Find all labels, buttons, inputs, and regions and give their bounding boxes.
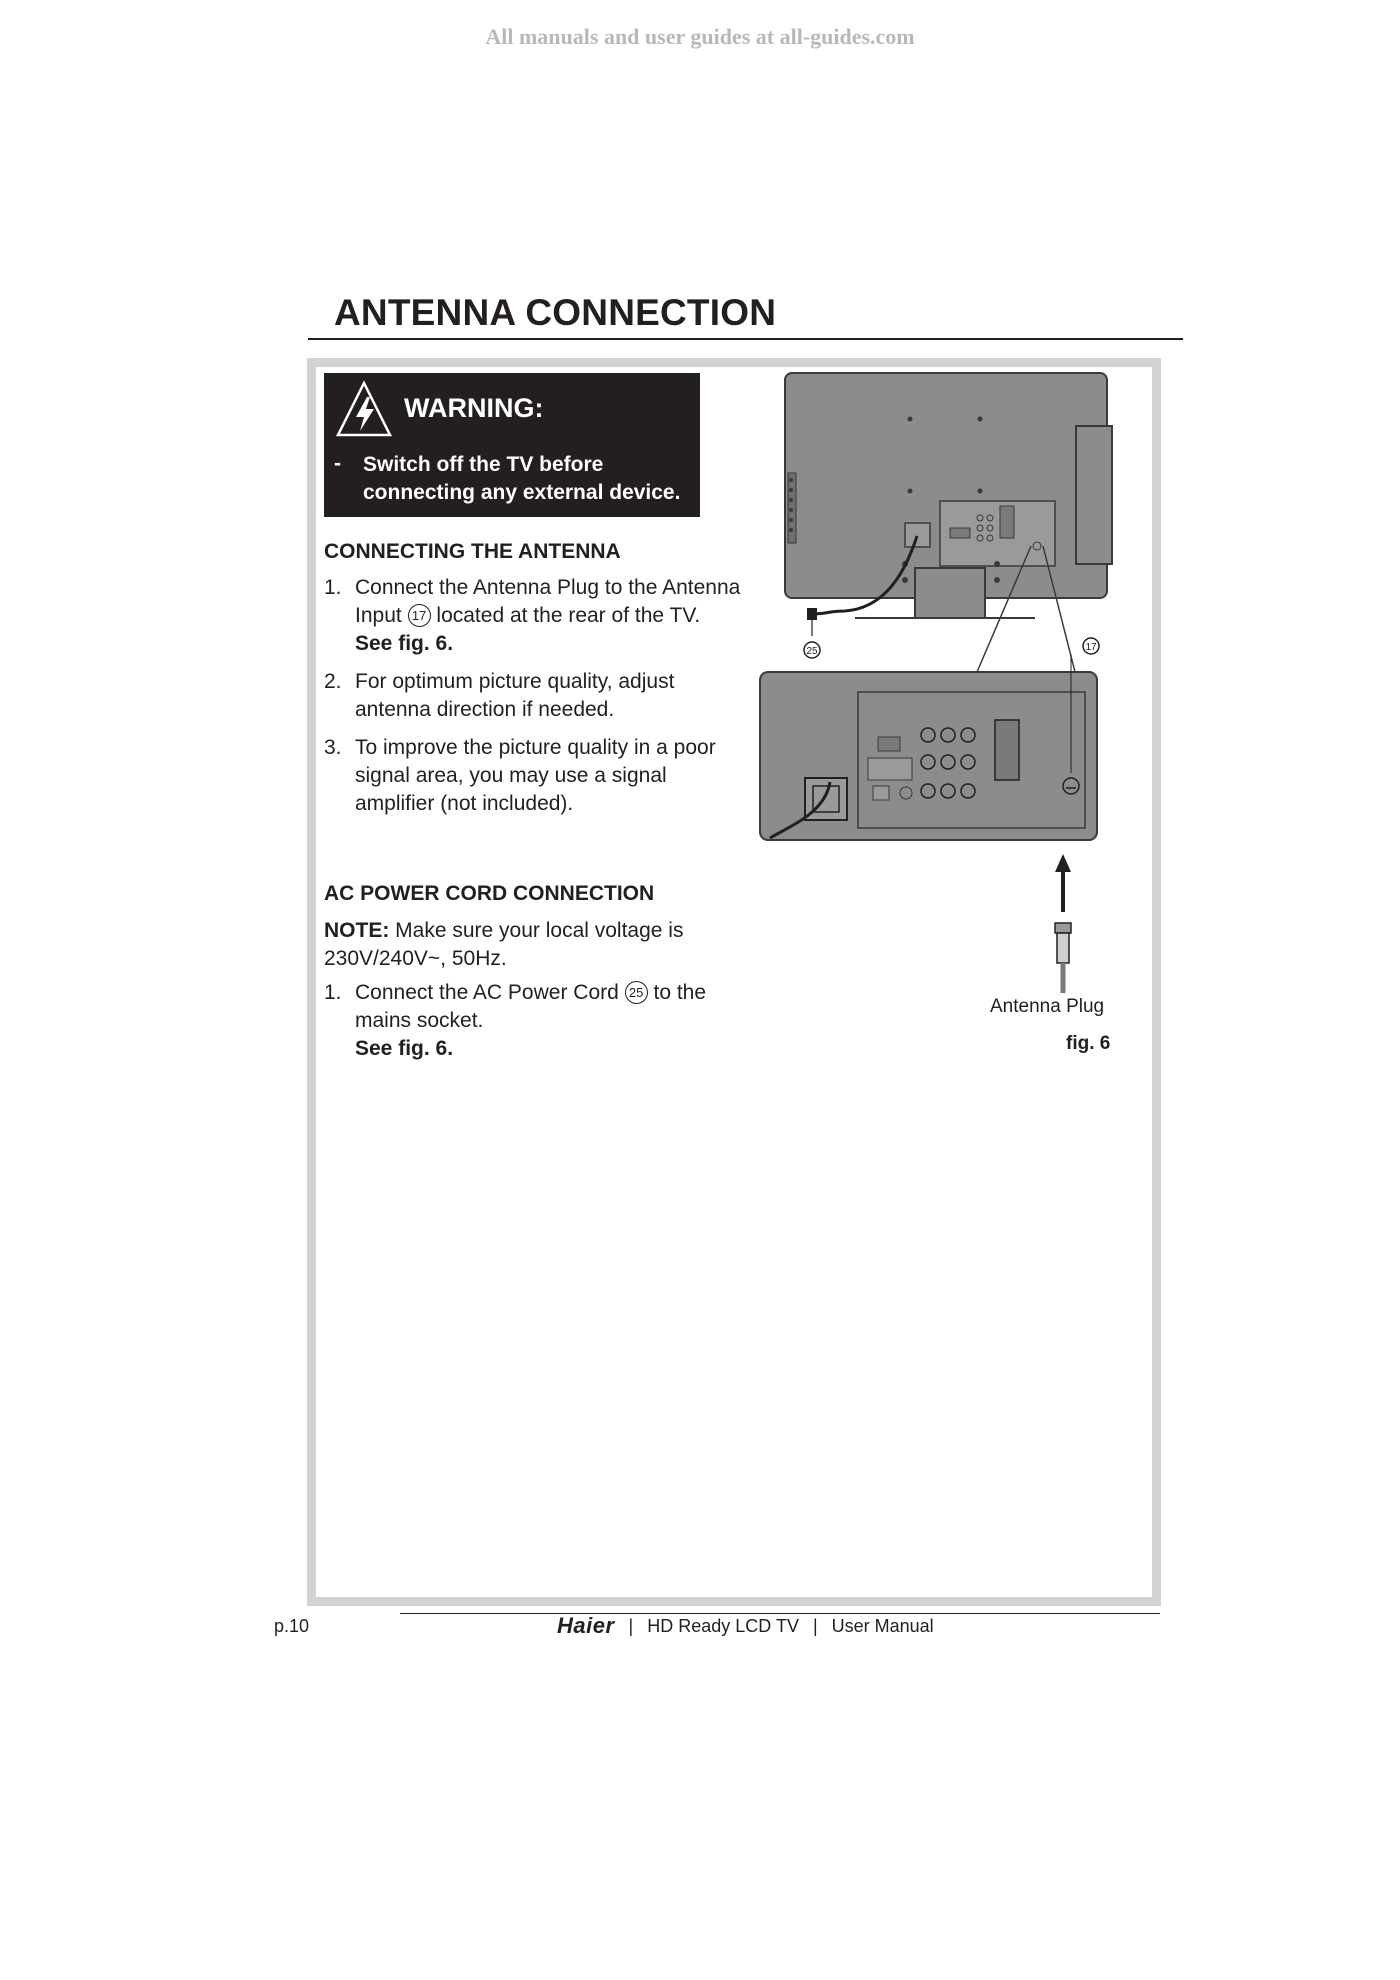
title-divider [308, 338, 1183, 340]
step-text: To improve the picture quality in a poor signal area, you may use a signal amplifier (not included). [355, 736, 716, 815]
step-text: to the mains socket. [355, 981, 707, 1032]
callout-25-label: 25 [806, 646, 818, 657]
step-number: 1. [324, 576, 342, 599]
antenna-heading: CONNECTING THE ANTENNA [324, 540, 621, 563]
list-item [324, 979, 744, 1063]
note-text: Make sure your local voltage is 230V/240V~, 50Hz. [324, 919, 684, 970]
footer-product: HD Ready LCD TV [647, 1615, 799, 1636]
tv-rear-illustration [755, 368, 1155, 1068]
power-heading: AC POWER CORD CONNECTION [324, 882, 655, 905]
step-number: 1. [324, 981, 342, 1004]
step-number: 3. [324, 736, 342, 759]
figure-caption: fig. 6 [1066, 1033, 1111, 1054]
callout-17-icon: 17 [408, 604, 431, 627]
note-label: NOTE: [324, 919, 390, 942]
power-steps [324, 979, 744, 1063]
footer-doc: User Manual [831, 1615, 934, 1636]
figure-reference: See fig. 6. [355, 632, 454, 655]
high-voltage-warning-icon [334, 379, 394, 439]
step-number: 2. [324, 670, 342, 693]
list-item [324, 668, 744, 724]
page-title: ANTENNA CONNECTION [334, 292, 777, 333]
page-number: p.10 [274, 1616, 310, 1636]
warning-text: Switch off the TV before connecting any external device. [363, 453, 681, 504]
note-paragraph [324, 917, 744, 973]
step-text: Connect the AC Power Cord [355, 981, 619, 1004]
list-item [324, 574, 744, 658]
watermark: All manuals and user guides at all-guides.com [485, 24, 915, 49]
callout-25-icon: 25 [625, 981, 648, 1004]
list-item [324, 734, 744, 818]
step-text: located at the rear of the TV. [436, 604, 701, 627]
antenna-steps [324, 574, 744, 818]
step-text: Connect the Antenna Plug to the Antenna Input [355, 576, 741, 627]
footer-separator: | [812, 1615, 818, 1636]
footer-separator: | [628, 1615, 634, 1636]
warning-title: WARNING: [404, 393, 544, 423]
figure-reference: See fig. 6. [355, 1037, 454, 1060]
warning-box [324, 373, 700, 517]
power-section [324, 880, 744, 1073]
footer [557, 1613, 934, 1639]
step-text: For optimum picture quality, adjust antenna direction if needed. [355, 670, 675, 721]
antenna-section [324, 538, 744, 828]
antenna-plug-label: Antenna Plug [990, 996, 1105, 1017]
callout-17-label: 17 [1085, 642, 1097, 653]
warning-bullet: - [334, 452, 341, 475]
brand-logo: Haier [557, 1613, 615, 1638]
